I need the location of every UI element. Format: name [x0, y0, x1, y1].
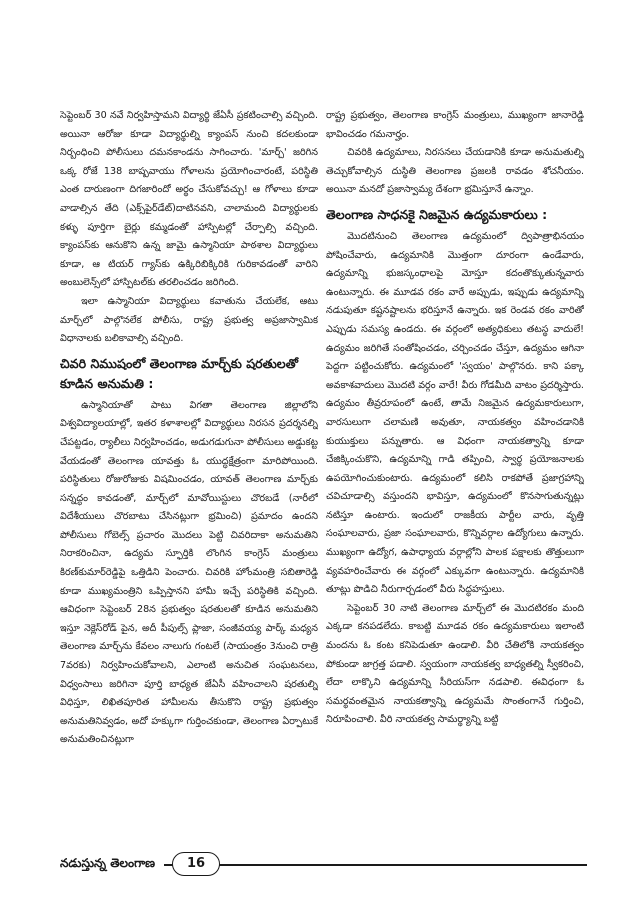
- page-footer: [60, 852, 587, 878]
- right-column: [326, 107, 584, 847]
- section-heading: చివరి నిముషంలో తెలంగాణ మార్చ్‌కు షరతులతో కూడిన అనుమతి :: [60, 355, 299, 391]
- paragraph: సెప్టెంబర్ 30 నాటి తెలంగాణ మార్చ్‌లో ఈ మొదటిరకం మంది ఎక్కడా కనపడలేదు. కాబట్టి మూడవ రకం ఉద్యమకారులు ఇలాంటి మందను ఓ కంట కనిపెడుతూ ఉండాలి. వీరి చేతిలోకి నాయకత్వం పోకుండా జాగ్రత్త పడాలి. స్వయంగా నాయకత్వ బాధ్యతల్ని స్వీకరించి, లేదా లాక్కొని ఉద్యమాన్ని సీరియస్‌గా నడపాలి. ఈవిధంగా ఓ సమర్థవంతమైన నాయకత్వాన్ని ఉద్యమమే సొంతంగానే గుర్తించి, నిరూపించాలి. వీరి నాయకత్వ సామర్థ్యాన్ని బట్టి: [326, 602, 584, 726]
- magazine-title: నడుస్తున్న తెలంగాణ: [60, 856, 156, 870]
- paragraph: ఉస్మానియాతో పాటు విగతా తెలంగాణ జిల్లాలోని విశ్వవిద్యాలయాల్లో, ఇతర కళాశాలల్లో విద్యార్థులు నిరసన ప్రదర్శనల్ని చేపట్టడం, ర్యాలీలు నిర్వహించడం, అడుగడుగునా పోలీసులు అడ్డుకట్ట వేయడంతో తెలంగాణ యావత్తు ఓ యుద్ధక్షేత్రంగా మారిపోయింది. పరిస్థితులు రోజురోజుకు విషమించడం, యావత్ తెలంగాణ మార్చ్‌కు సన్నద్ధం కావడంతో, మార్చ్‌లో మావోయిస్టులు చొరబడే (నారీలో విదేశీయులు చొరబాటు చేసినట్లుగా భ్రమించి) ప్రమాదం ఉందని పోలీసులు గోబెల్స్ ప్రచారం మొదలు పెట్టి చివరిదాకా అనుమతిని నిరాకరించినా, ఉద్యమ స్ఫూర్తికి లొంగిన కాంగ్రెస్ మంత్రులు కిరణ్‌కుమార్‌రెడ్డిపై ఒత్తిడిని పెంచారు. చివరికి హోంమంత్రి సబితారెడ్డి కూడా ముఖ్యమంత్రిని ఒప్పిస్తానని హామీ ఇచ్చే పరిస్థితికి వచ్చింది. ఆవిధంగా సెప్టెంబర్ 28న ప్రభుత్వం షరతులతో కూడిన అనుమతిని ఇస్తూ నెక్లెస్‌రోడ్ పైన, అదీ పీపుల్స్ ప్లాజా, సంజీవయ్య పార్క్‌ మధ్యన తెలంగాణ మార్చ్‌ను కేవలం నాలుగు గంటలే (సాయంత్రం 3నుంచి రాత్రి 7వరకు) నిర్వహించుకోవాలని, ఎలాంటి అనుచిత సంఘటనలు, విధ్వంసాలు జరిగినా పూర్తి బాధ్యత జేఏసీ వహించాలని షరతుల్ని విధిస్తూ, లిఖితపూరిత హామీలను తీసుకొని రాష్ట్ర ప్రభుత్వం అనుమతినివ్వడం, అదో హక్కుగా గుర్తించకుండా, తెలంగాణ ఏర్పాటుకే అనుమతించినట్లుగా: [60, 399, 318, 746]
- paragraph: చివరికి ఉద్యమాలు, నిరసనలు చేయడానికి కూడా అనుమతుల్ని తెచ్చుకోవాల్సిన దుస్థితి తెలంగాణ ప్రజలకి రావడం శోచనీయం. అయినా మనదో ప్రజాస్వామ్య దేశంగా భ్రమిస్తూనే ఉన్నాం.: [326, 147, 584, 196]
- left-column: [60, 107, 318, 847]
- page-number: 16: [172, 852, 220, 876]
- paragraph: రాష్ట్ర ప్రభుత్వం, తెలంగాణ కాంగ్రెస్ మంత్రులు, ముఖ్యంగా జానారెడ్డి భావించడం గమనార్హం.: [326, 110, 584, 140]
- paragraph: మొదటినుంచి తెలంగాణ ఉద్యమంలో ద్విపాత్రాభినయం పోషించేవారు, ఉద్యమానికి మొత్తంగా దూరంగా ఉండేవారు, ఉద్యమాన్ని భుజస్కంధాలపై మోస్తూ కదంతొక్కుతున్నవారు ఉంటున్నారు. ఈ మూడవ రకం వారే అప్పుడు, ఇప్పుడు ఉద్యమాన్ని నడుపుతూ కష్టనష్టాలను భరిస్తూనే ఉన్నారు. ఇక రెండవ రకం వారితో ఎప్పుడు సమస్య ఉండదు. ఈ వర్గంలో అత్యధికులు తటస్థ వాదులే! ఉద్యమం జరిగితే సంతోషించడం, చర్చించడం చేస్తూ, ఉద్యమం ఆగినా పెద్దగా పట్టించుకోరు. ఉద్యమంలో 'స్వయం' పాల్గొనరు. కాని పక్కా అవకాశవాదులు మొదటి వర్గం వారే! వీరు గోడమీది వాటం ప్రదర్శిస్తారు. ఉద్యమం తీవ్రరూపంలో ఉంటే, తామే నిజమైన ఉద్యమకారులుగా, వారసులుగా చలామణి అవుతూ, నాయకత్వం వహించడానికి కుయుక్తులు పన్నుతారు. ఆ విధంగా నాయకత్వాన్ని కూడా చేజిక్కించుకొని, ఉద్యమాన్ని గాడి తప్పించి, స్వార్థ ప్రయోజనాలకు ఉపయోగించుకుంటారు. ఉద్యమంలో కలిసి రాకపోతే ప్రజాగ్రహాన్ని చవిచూడాల్సి వస్తుందని భావిస్తూ, ఉద్యమంలో కొనసాగుతున్నట్లు నటిస్తూ ఉంటారు. ఇందులో రాజకీయ పార్టీల వారు, వృత్తి సంఘాలవారు, ప్రజా సంఘాలవారు, కొన్నివర్గాల ఉద్యోగులు ఉన్నారు. ముఖ్యంగా ఉద్యోగ, ఉపాధ్యాయ వర్గాల్లోని పాలక పక్షాలకు తొత్తులుగా వ్యవహరించేవారు ఈ వర్గంలో ఎక్కువగా ఉంటున్నారు. ఉద్యమానికి తూట్లు పొడిచి నీరుగార్చడంలో వీరు సిద్ధహస్తులు.: [326, 230, 584, 596]
- footer-divider: [164, 864, 587, 866]
- section-heading: తెలంగాణ సాధనకై నిజమైన ఉద్యమకారులు :: [326, 206, 548, 222]
- paragraph: ఇలా ఉస్మానియా విద్యార్థులు కవాతును చేయలేక, ఆటు మార్చ్‌లో పాల్గొనలేక పోలీసు, రాష్ట్ర ప్రభుత్వ అప్రజాస్వామిక విధానాలకు బలికావాల్సి వచ్చింది.: [60, 295, 318, 345]
- paragraph: సెప్టెంబర్ 30 నవే నిర్వహిస్తామని విద్యార్థి జేఏసీ ప్రకటించాల్సి వచ్చింది. అయినా ఆరోజు కూడా విద్యార్థుల్ని క్యాంపస్ నుంచి కదలకుండా నిర్బంధించి పోలీసులు దమనకాండను సాగించారు. 'మార్చ్' జరిగిన ఒక్క రోజే 138 బాష్పవాయు గోళాలను ప్రయోగించారంటే, పరిస్థితి ఎంత దారుణంగా దిగజారిందో అర్థం చేసుకోవచ్చు! ఆ గోళాలు కూడా వాడాల్సిన తేది (ఎక్స్‌పైర్‌డేట్‌)దాటినవని, చాలామంది విద్యార్థులకు కళ్ళు పూర్తిగా బైర్లు కమ్మడంతో హాస్పిటల్లో చేర్పాల్సి వచ్చింది. క్యాంపస్‌కు ఆనుకొని ఉన్న జామై ఉస్మానియా పాఠశాల విద్యార్థులు కూడా, ఆ టియర్ గ్యాస్‌కు ఉక్కిరిబిక్కిరికి గురికావడంతో వారిని అంబులెన్స్‌లో హాస్పిటల్‌కు తరలించడం జరిగింది.: [60, 110, 318, 289]
